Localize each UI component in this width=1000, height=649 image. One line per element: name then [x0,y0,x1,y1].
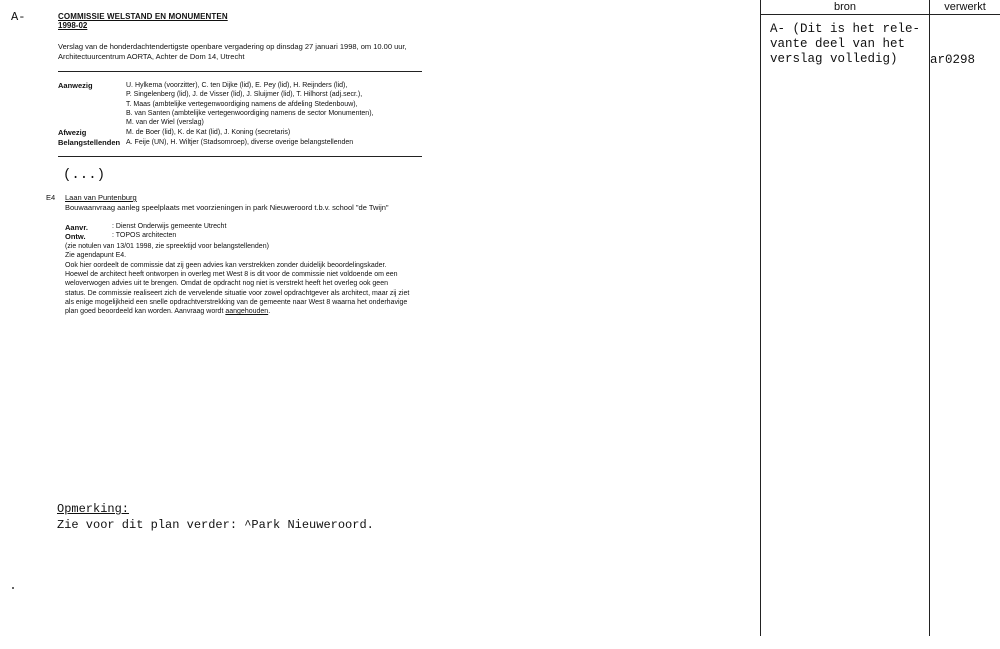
present-line: M. van der Wiel (verslag) [126,119,204,127]
item-description: Bouwaanvraag aanleg speelplaats met voorzieningen in park Nieuweroord t.b.v. school "de Twijn" [65,203,389,212]
column-header-verwerkt: verwerkt [944,1,986,13]
note-minutes: (zie notulen van 13/01 1998, zie spreektijd voor belangstellenden) [65,243,269,250]
page-marker: A- [11,10,26,24]
document-title: COMMISSIE WELSTAND EN MONUMENTEN [58,12,228,21]
item-decision: aangehouden [225,308,269,316]
present-line: U. Hylkema (voorzitter), C. ten Dijke (lid), E. Pey (lid), H. Reijnders (lid), [126,82,348,89]
present-list [126,81,426,127]
item-code: E4 [46,193,56,202]
divider-bottom [58,156,422,157]
document-number: 1998-02 [58,21,88,30]
designer-value: : TOPOS architecten [112,232,177,239]
verwerkt-entry: ar0298 [930,53,976,67]
divider-top [58,71,422,72]
item-decision-end: . [268,308,271,316]
stakeholders-label: Belangstellenden [58,138,121,147]
applicant-label: Aanvr. [65,223,88,232]
column-header-bron: bron [833,1,857,13]
absent-list: M. de Boer (lid), K. de Kat (lid), J. Koning (secretaris) [126,129,291,136]
item-title: Laan van Puntenburg [65,193,137,202]
remark-label: Opmerking: [57,502,130,516]
absent-label: Afwezig [58,128,87,137]
remark-text: Zie voor dit plan verder: ^Park Nieuweroord. [57,518,374,532]
item-body [65,261,410,316]
stakeholders-list: A. Feije (UN), H. Wiltjer (Stadsomroep), diverse overige belangstellenden [126,139,354,146]
column-divider-right [929,0,930,636]
present-label: Aanwezig [58,81,93,90]
present-line: B. van Santen (ambtelijke vertegenwoordiging namens de sector Monumenten), [126,109,374,117]
item-body-text: Ook hier oordeelt de commissie dat zij geen advies kan verstrekken zonder duidelijk beoordelingskader. Hoewel de architect heeft ontworpen in overleg met West 8 is dit voor de commissie niet voldoende om een weloverwogen advies uit te brengen. Omdat de opdracht nog niet is verstrekt heeft het overleg ook geen status. De commissie realiseert zich de vervelende situatie voor zowel opdrachtgever als architect, maar zij ziet als enige mogelijkheid een snelle opdrachtverstrekking van de gemeente naar West 8 waarna het onderhavige plan goed beoordeeld kan worden. Aanvraag wordt [65,262,410,316]
meeting-intro: Verslag van de honderdachtendertigste openbare vergadering op dinsdag 27 januari 1998, om 10.00 uur, Architectuurcentrum AORTA, Achter de Dom 14, Utrecht [58,42,407,61]
stray-mark [12,587,14,589]
bron-entry: A- (Dit is het rele- vante deel van het verslag volledig) [770,22,921,66]
column-divider-left [760,0,761,636]
designer-label: Ontw. [65,232,86,241]
applicant-value: : Dienst Onderwijs gemeente Utrecht [112,223,227,230]
note-agenda: Zie agendapunt E4. [65,252,127,260]
omission-marker: (...) [63,167,106,183]
present-line: P. Singelenberg (lid), J. de Visser (lid), J. Sluijmer (lid), T. Hilhorst (adj.secr.), [126,91,363,99]
item-notes [65,242,410,261]
present-line: T. Maas (ambtelijke vertegenwoordiging namens de afdeling Stedenbouw), [126,100,358,108]
table-header-rule [760,14,1000,15]
